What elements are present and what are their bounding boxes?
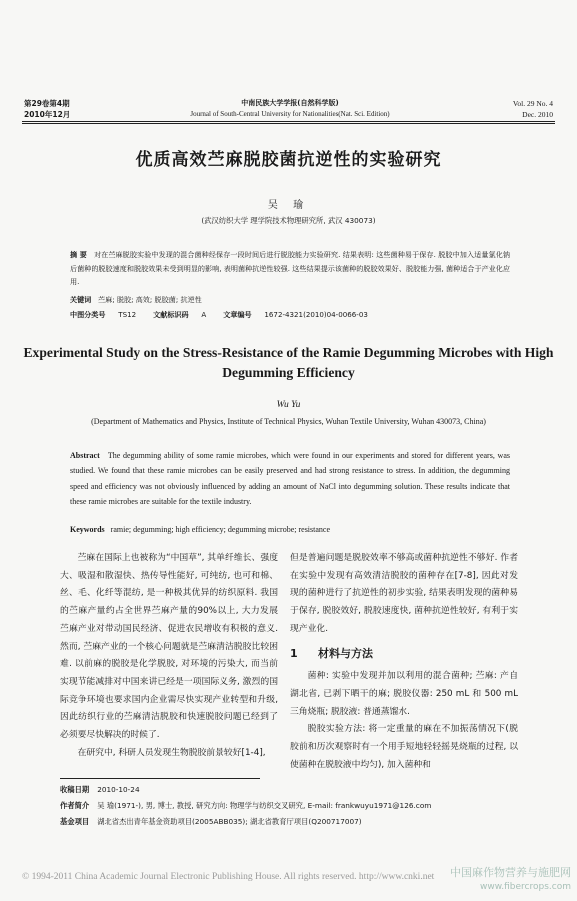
keywords-cn-label: 关键词: [70, 295, 92, 304]
header-rule-thin: [22, 123, 555, 124]
publication-date-en: Dec. 2010: [522, 110, 553, 119]
section-heading: [290, 645, 518, 663]
received-value: 2010-10-24: [97, 785, 140, 794]
keywords-en-label: Keywords: [70, 525, 105, 534]
funding: [60, 814, 431, 830]
author-name-en: Wu Yu: [276, 400, 301, 410]
abstract-en-text: The degumming ability of some ramie microbes, which were found in our experiments and stored for different years, was studied. We found that these ramie microbes can be easily preserved and had strong resistance to stress. In addition, the degumming speed and efficiency was not obviously influenced by adding an amount of NaCl into degumming solution. These results indicate that these ramie microbes are suitable for the textile industry.: [70, 451, 510, 507]
author-bio-value: 吴 瑜(1971-), 男, 博士, 教授, 研究方向: 物理学与纺织交叉研究, E-mail: frankwuyu1971@126.com: [97, 801, 432, 810]
watermark-line1: 中国麻作物营养与施肥网: [450, 866, 571, 879]
funding-label: 基金项目: [60, 817, 90, 826]
received-date: [60, 782, 431, 798]
keywords-cn: [70, 295, 202, 305]
footnote-rule: [60, 778, 260, 779]
abstract-cn-label: 摘 要: [70, 250, 87, 259]
affiliation-en: (Department of Mathematics and Physics, Institute of Technical Physics, Wuhan Textile University, Wuhan 430073, China): [91, 417, 486, 426]
body-paragraph: 但是普遍问题是脱胶效率不够高或菌种抗逆性不够好. 作者在实验中发现有高效清洁脱胶的菌种存在[7-8], 因此对发现的菌种进行了抗逆性的初步实验, 结果表明发现的菌种易于保存, 脱胶效好, 脱胶速度快, 菌种抗逆性较好, 有利于实现产业化.: [290, 553, 518, 634]
body-paragraph: 在研究中, 科研人员发现生物脱胶前景较好[1-4],: [77, 747, 266, 758]
journal-volume-info-en: [513, 98, 553, 120]
abstract-en-label: Abstract: [70, 451, 100, 460]
clc-value: TS12: [118, 310, 137, 319]
keywords-en-text: ramie; degumming; high efficiency; degumming microbe; resistance: [110, 525, 331, 534]
abstract-cn: [70, 248, 510, 289]
author-name-cn: 吴 瑜: [267, 200, 310, 211]
abstract-cn-text: 对在苎麻脱胶实验中发现的混合菌种经保存一段时间后进行脱胶能力实验研究. 结果表明: 这些菌种易于保存. 脱胶中加入适量氯化钠后菌种的脱胶速度和脱胶效果未受到明显的影响, 表明菌种抗逆性较强. 这些结果提示该菌种的脱胶效果好、脱胶能力强, 菌种适合于产业化应用.: [70, 250, 510, 286]
watermark: [450, 866, 571, 894]
article-number-label: 文章编号: [223, 310, 252, 319]
section-number: 1: [290, 646, 298, 660]
volume-issue: 第29卷第4期: [24, 99, 70, 108]
body-paragraph: 苎麻在国际上也被称为“中国草”, 其单纤维长、强度大、吸湿和散湿快、热传导性能好, 可纯纺, 也可和棉、丝、毛、化纤等混纺, 是一种极其优异的纺织原料. 我国的苎麻产量约占全世界苎麻产量的90%以上, 大力发展苎麻产业对带动国民经济、促进农民增收有积极的意义. 然而, 苎麻产业的一个核心问题就是苎麻清洁脱胶比较困难. 以前麻的脱胶是化学脱胶, 对环境的污染大, 而当前实现节能减排对中国来讲已经是一项国际义务, 激烈的国际竞争环境也要求国内企业需尽快实现产业转型和升级, 因此纺织行业的苎麻清洁脱胶和快速脱胶问题已经到了必须要尽快解决的时候了.: [60, 553, 278, 741]
received-label: 收稿日期: [60, 785, 90, 794]
journal-name: [150, 98, 430, 120]
body-right-column: [290, 550, 518, 774]
keywords-cn-text: 苎麻; 脱胶; 高效; 脱胶菌; 抗逆性: [98, 295, 202, 304]
abstract-en: [70, 448, 510, 510]
keywords-en: [70, 525, 330, 534]
clc-label: 中图分类号: [70, 310, 106, 319]
author-bio: [60, 798, 431, 814]
journal-name-en: Journal of South-Central University for Nationalities(Nat. Sci. Edition): [190, 110, 390, 118]
publication-date: 2010年12月: [24, 110, 71, 119]
footnotes: [60, 782, 431, 830]
doc-code-value: A: [201, 310, 207, 319]
classification-line: [70, 310, 368, 320]
watermark-line2: www.fibercrops.com: [480, 882, 571, 892]
body-paragraph: 脱胶实验方法: 将一定重量的麻在不加振荡情况下(脱胶前和历次观察时有一个用手短地轻轻摇晃烧瓶的过程, 以使菌种在脱胶液中均匀), 加入菌种和: [290, 724, 518, 770]
doc-code-label: 文献标识码: [153, 310, 189, 319]
affiliation-cn: (武汉纺织大学 理学院技术物理研究所, 武汉 430073): [201, 216, 376, 225]
funding-value: 湖北省杰出青年基金资助项目(2005ABB035); 湖北省教育厅项目(Q200717007): [97, 817, 362, 826]
body-paragraph: 菌种: 实验中发现并加以利用的混合菌种; 苎麻: 产自湖北省, 已剥下晒干的麻; 脱胶仪器: 250 mL 和 500 mL 三角烧瓶; 脱胶液: 普通蒸馏水.: [290, 671, 518, 717]
article-number-value: 1672-4321(2010)04-0066-03: [264, 310, 368, 319]
paper-title-cn: 优质高效苎麻脱胶菌抗逆性的实验研究: [135, 150, 442, 170]
author-bio-label: 作者简介: [60, 801, 90, 810]
section-title: 材料与方法: [318, 646, 373, 660]
volume-issue-en: Vol. 29 No. 4: [512, 99, 553, 108]
copyright-notice: © 1994-2011 China Academic Journal Electronic Publishing House. All rights reserved. http://www.cnki.net: [22, 872, 435, 882]
body-left-column: [60, 550, 278, 762]
journal-name-cn: 中南民族大学学报(自然科学版): [241, 99, 339, 107]
header-rule: [22, 121, 555, 122]
journal-volume-info: [24, 98, 70, 120]
paper-title-en: Experimental Study on the Stress-Resistance of the Ramie Degumming Microbes with High Degumming Efficiency: [23, 345, 554, 380]
